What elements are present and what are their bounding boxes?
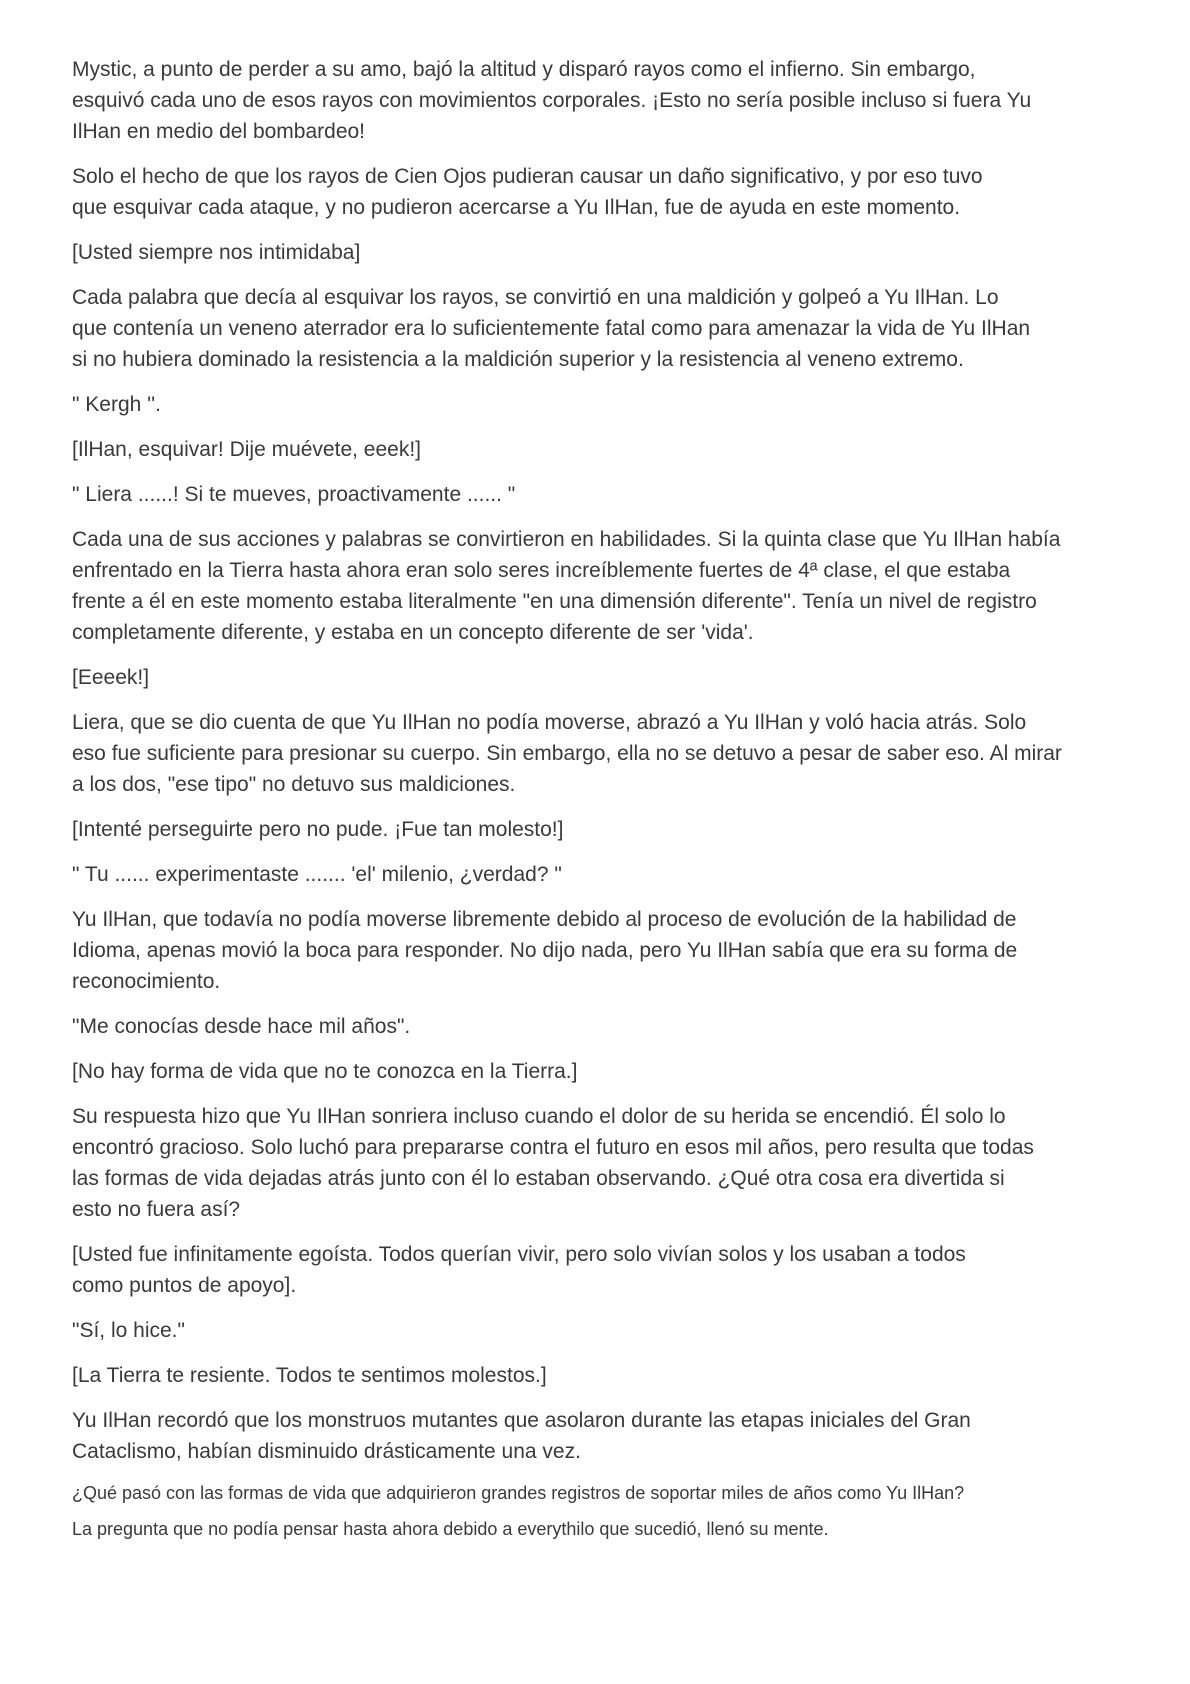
paragraph: [Eeeek!] <box>72 666 150 689</box>
document-page <box>72 54 1132 1553</box>
paragraph: Su respuesta hizo que Yu IlHan sonriera incluso cuando el dolor de su herida se encendió. Él solo lo encontró gracioso. Solo luchó para prepararse contra el futuro en esos mil años, pero resulta que todas las formas de vida dejadas atrás junto con él lo estaban observando. ¿Qué otra cosa era divertida si esto no fuera así? <box>72 1105 1034 1221</box>
paragraph: " Liera ......! Si te mueves, proactivamente ...... " <box>72 483 516 506</box>
paragraph: ¿Qué pasó con las formas de vida que adquirieron grandes registros de soportar miles de años como Yu IlHan? <box>72 1483 965 1503</box>
paragraph: Cada una de sus acciones y palabras se convirtieron en habilidades. Si la quinta clase que Yu IlHan había enfrentado en la Tierra hasta ahora eran solo seres increíblemente fuertes de 4ª clase, el que estaba frente a él en este momento estaba literalmente "en una dimensión diferente". Tenía un nivel de registro completamente diferente, y estaba en un concepto diferente de ser 'vida'. <box>72 528 1061 644</box>
paragraph: Liera, que se dio cuenta de que Yu IlHan no podía moverse, abrazó a Yu IlHan y voló hacia atrás. Solo eso fue suficiente para presionar su cuerpo. Sin embargo, ella no se detuvo a pesar de saber eso. Al mirar a los dos, "ese tipo" no detuvo sus maldiciones. <box>72 711 1062 796</box>
paragraph: Mystic, a punto de perder a su amo, bajó la altitud y disparó rayos como el infierno. Sin embargo, esquivó cada uno de esos rayos con movimientos corporales. ¡Esto no sería posible incluso si fuera Yu IlHan en medio del bombardeo! <box>72 58 1032 143</box>
paragraph: " Tu ...... experimentaste ....... 'el' milenio, ¿verdad? " <box>72 863 562 886</box>
paragraph: Yu IlHan, que todavía no podía moverse libremente debido al proceso de evolución de la habilidad de Idioma, apenas movió la boca para responder. No dijo nada, pero Yu IlHan sabía que era su forma de reconocimiento. <box>72 908 1018 993</box>
paragraph: [Intenté perseguirte pero no pude. ¡Fue tan molesto!] <box>72 818 564 841</box>
paragraph: "Me conocías desde hace mil años". <box>72 1015 411 1038</box>
paragraph: [Usted fue infinitamente egoísta. Todos querían vivir, pero solo vivían solos y los usaban a todos como puntos de apoyo]. <box>72 1243 966 1297</box>
paragraph: [Usted siempre nos intimidaba] <box>72 241 361 264</box>
paragraph: [No hay forma de vida que no te conozca en la Tierra.] <box>72 1060 578 1083</box>
paragraph: La pregunta que no podía pensar hasta ahora debido a everythilo que sucedió, llenó su mente. <box>72 1519 829 1539</box>
paragraph: Solo el hecho de que los rayos de Cien Ojos pudieran causar un daño significativo, y por eso tuvo que esquivar cada ataque, y no pudieron acercarse a Yu IlHan, fue de ayuda en este momento. <box>72 165 983 219</box>
paragraph: [IlHan, esquivar! Dije muévete, eeek!] <box>72 438 422 461</box>
paragraph: Yu IlHan recordó que los monstruos mutantes que asolaron durante las etapas iniciales del Gran Cataclismo, habían disminuido drásticamente una vez. <box>72 1409 971 1463</box>
paragraph: " Kergh ''. <box>72 393 162 416</box>
paragraph: "Sí, lo hice." <box>72 1319 185 1342</box>
paragraph: Cada palabra que decía al esquivar los rayos, se convirtió en una maldición y golpeó a Yu IlHan. Lo que contenía un veneno aterrador era lo suficientemente fatal como para amenazar la vida de Yu IlHan si no hubiera dominado la resistencia a la maldición superior y la resistencia al veneno extremo. <box>72 286 1031 371</box>
paragraph: [La Tierra te resiente. Todos te sentimos molestos.] <box>72 1364 547 1387</box>
